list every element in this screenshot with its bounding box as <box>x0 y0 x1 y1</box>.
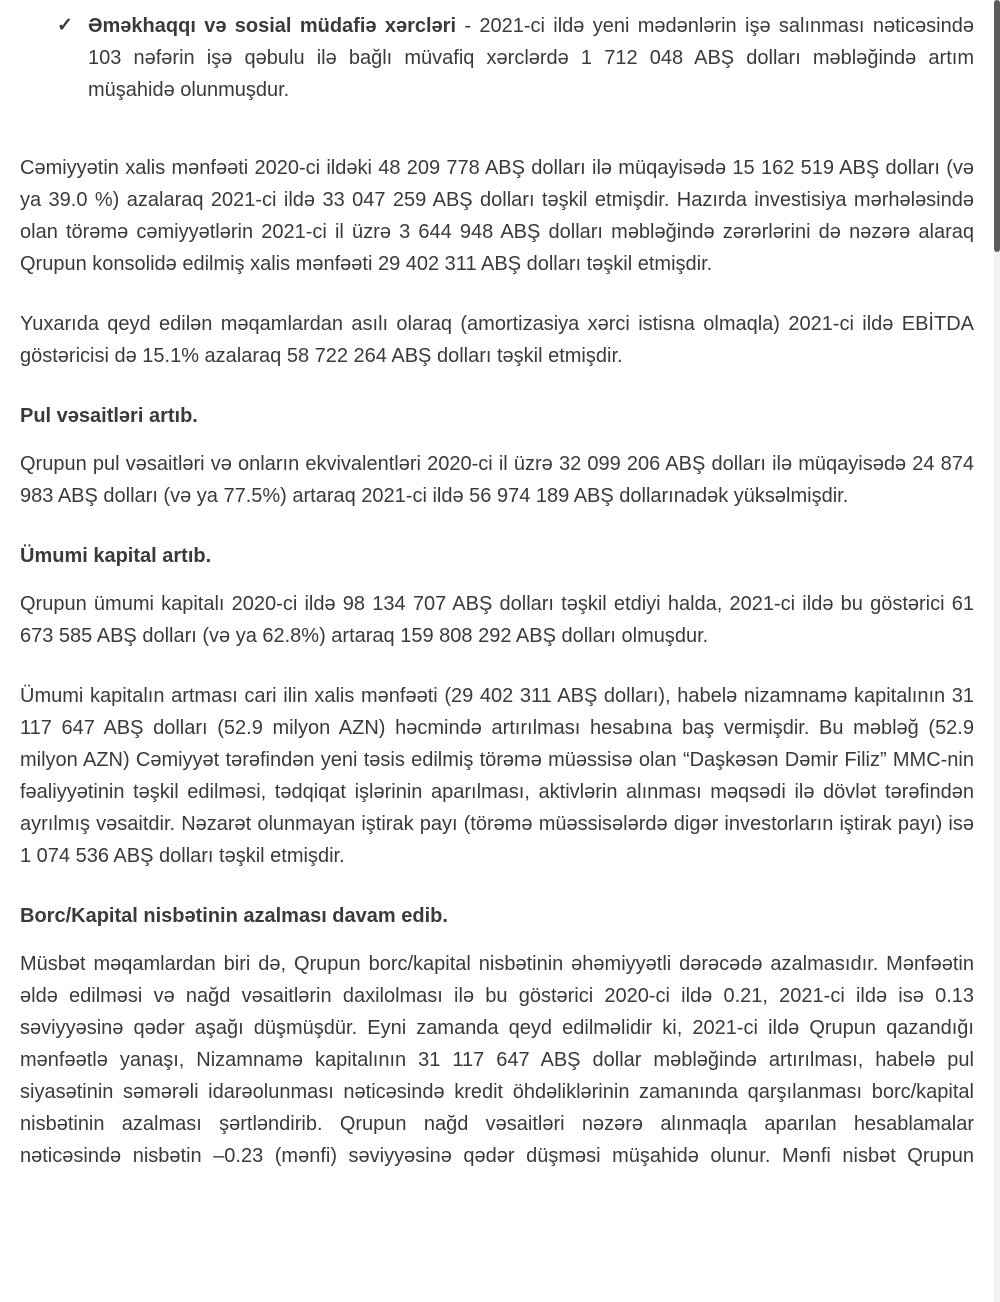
scrollbar-thumb[interactable] <box>994 0 1000 252</box>
scrollbar-track[interactable] <box>994 0 1000 1302</box>
paragraph-ebitda: Yuxarıda qeyd edilən məqamlardan asılı olaraq (amortizasiya xərci istisna olmaqla) 2021-ci ildə EBİTDA göstəricisi də 15.1% azalaraq 58 722 264 ABŞ dolları təşkil etmişdir. <box>20 313 974 367</box>
bullet-text <box>88 10 974 106</box>
paragraph-capital-growth-details: Ümumi kapitalın artması cari ilin xalis mənfəəti (29 402 311 ABŞ dolları), habelə nizamnamə kapitalının 31 117 647 ABŞ dolları (52.9 milyon AZN) həcmində artırılması hesabına baş vermişdir. Bu məbləğ (52.9 milyon AZN) Cəmiyyət tərəfindən yeni təsis edilmiş törəmə müəssisə olan “Daşkəsən Dəmir Filiz” MMC-nin fəaliyyətinin təşkil edilməsi, tədqiqat işlərinin aparılması, aktivlərin alınması məqsədi ilə dövlət tərəfindən ayrılmış vəsaitdir. Nəzarət olunmayan iştirak payı (törəmə müəssisələrdə digər investorların iştirak payı) isə 1 074 536 ABŞ dolları təşkil etmişdir. <box>20 685 974 867</box>
checkmark-icon: ✓ <box>57 15 73 36</box>
bullet-body: - 2021-ci ildə yeni mədənlərin işə salınması nəticəsində 103 nəfərin işə qəbulu ilə bağlı müvafiq xərclərdə 1 712 048 ABŞ dolları məbləğində artım müşahidə olunmuşdur. <box>88 15 974 101</box>
heading-total-capital-increased: Ümumi kapital artıb. <box>20 545 212 567</box>
bullet-lead-bold: Əməkhaqqı və sosial müdafiə xərcləri <box>88 15 456 37</box>
paragraph-total-capital: Qrupun ümumi kapitalı 2020-ci ildə 98 134 707 ABŞ dolları təşkil etdiyi halda, 2021-ci ildə bu göstərici 61 673 585 ABŞ dolları (və ya 62.8%) artaraq 159 808 292 ABŞ dolları olmuşdur. <box>20 593 974 647</box>
paragraph-cash-equivalents: Qrupun pul vəsaitləri və onların ekvivalentləri 2020-ci il üzrə 32 099 206 ABŞ dolları ilə müqayisədə 24 874 983 ABŞ dolları (və ya 77.5%) artaraq 2021-ci ildə 56 974 189 ABŞ dollarınadək yüksəlmişdir. <box>20 453 974 507</box>
bullet-item-salary-expenses <box>57 10 974 106</box>
paragraph-net-profit: Cəmiyyətin xalis mənfəəti 2020-ci ildəki 48 209 778 ABŞ dolları ilə müqayisədə 15 162 519 ABŞ dolları (və ya 39.0 %) azalaraq 2021-ci ildə 33 047 259 ABŞ dolları təşkil etmişdir. Hazırda investisiya mərhələsində olan törəmə cəmiyyətlərin 2021-ci il üzrə 3 644 948 ABŞ dolları məbləğində zərərlərini də nəzərə alaraq Qrupun konsolidə edilmiş xalis mənfəəti 29 402 311 ABŞ dolları təşkil etmişdir. <box>20 157 974 275</box>
heading-cash-increased: Pul vəsaitləri artıb. <box>20 405 198 427</box>
heading-debt-capital-ratio: Borc/Kapital nisbətinin azalması davam edib. <box>20 905 448 927</box>
paragraph-debt-capital-ratio-details: Müsbət məqamlardan biri də, Qrupun borc/kapital nisbətinin əhəmiyyətli dərəcədə azalmasıdır. Mənfəətin əldə edilməsi və nağd vəsaitlərin daxilolması ilə bu göstərici 2020-ci ildə 0.21, 2021-ci ildə isə 0.13 səviyyəsinə qədər aşağı düşmüşdür. Eyni zamanda qeyd edilməlidir ki, 2021-ci ildə Qrupun qazandığı mənfəətlə yanaşı, Nizamnamə kapitalının 31 117 647 ABŞ dollar məbləğində artırılması, habelə pul siyasətinin səmərəli idarəolunması nəticəsində kredit öhdəliklərinin zamanında qarşılanması borc/kapital nisbətinin azalması şərtləndirib. Qrupun nağd vəsaitləri nəzərə alınmaqla aparılan hesablamalar nəticəsində nisbətin –0.23 (mənfi) səviyyəsinə qədər düşməsi müşahidə olunur. Mənfi nisbət Qrupun <box>20 953 974 1167</box>
